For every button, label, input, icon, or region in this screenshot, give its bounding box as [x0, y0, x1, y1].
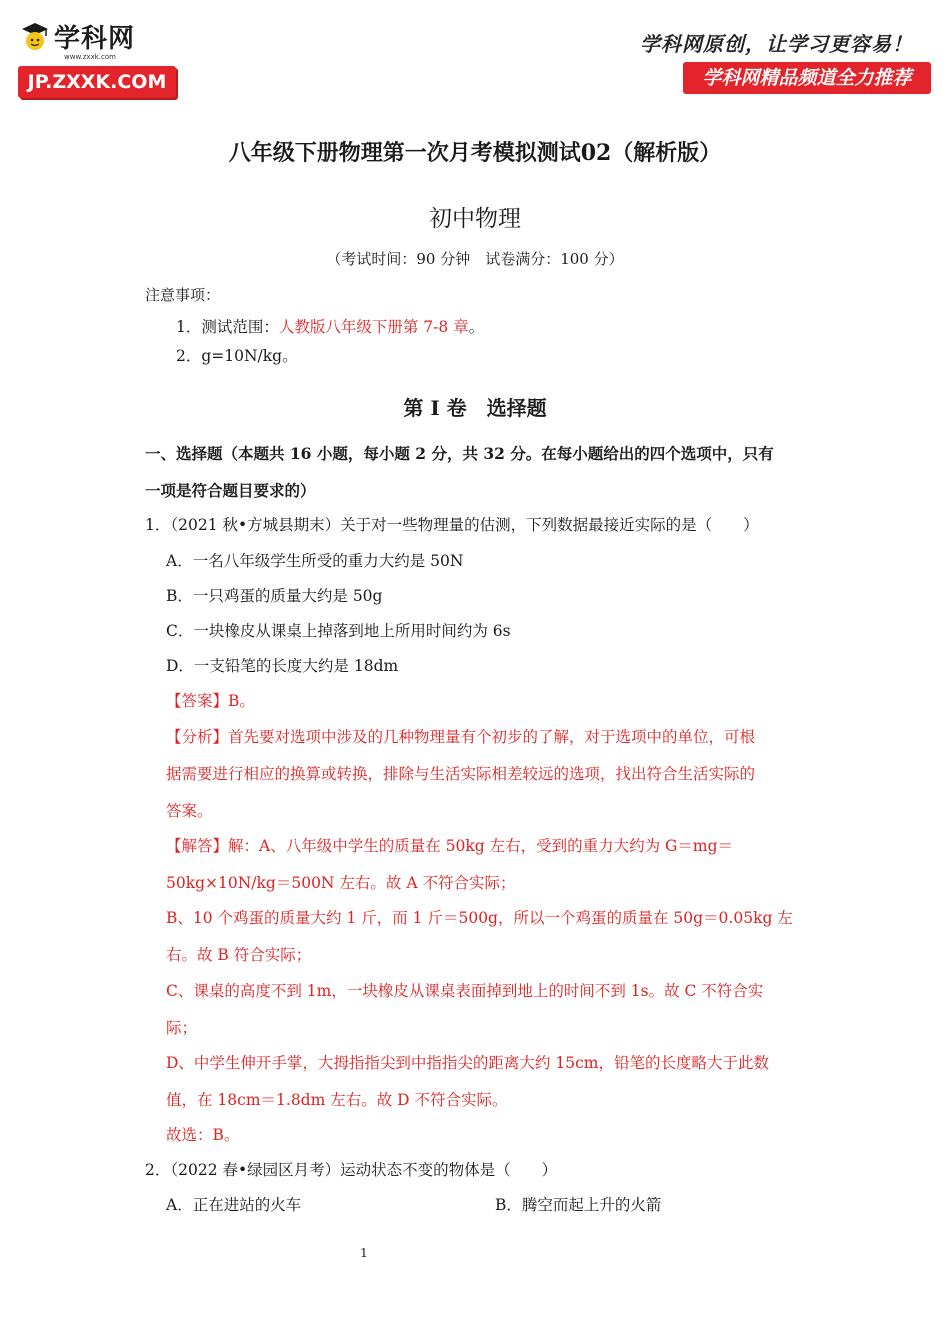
solution-line: D、中学生伸开手掌，大拇指指尖到中指指尖的距离大约 15cm，铅笔的长度略大于此数 [166, 1054, 769, 1072]
page-number: 1 [360, 1246, 368, 1260]
question-stem: 1．（2021 秋•方城县期末）关于对一些物理量的估测，下列数据最接近实际的是（ ） [145, 516, 759, 534]
analysis-line: 据需要进行相应的换算或转换，排除与生活实际相差较远的选项，找出符合生活实际的 [166, 765, 756, 783]
logo-url: www.zxxk.com [64, 53, 116, 61]
site-logo [18, 18, 183, 100]
part-heading: 一、选择题（本题共 16 小题，每小题 2 分，共 32 分。在每小题给出的四个选项中，只有 [145, 444, 774, 463]
solution-line: 【解答】解：A、八年级中学生的质量在 50kg 左右，受到的重力大约为 G＝mg＝ [166, 837, 734, 855]
exam-info: （考试时间：90 分钟 试卷满分：100 分） [326, 250, 624, 268]
subject-title: 初中物理 [429, 206, 521, 232]
mascot-icon [18, 20, 52, 54]
slogan: 学科网原创，让学习更容易！ [640, 32, 913, 56]
answer-line: 【答案】B。 [166, 692, 255, 710]
note-item: 2．g=10N/kg。 [176, 347, 298, 365]
note-item: 1．测试范围：人教版八年级下册第 7-8 章。 [176, 318, 485, 336]
solution-line: 值，在 18cm＝1.8dm 左右。故 D 不符合实际。 [166, 1091, 508, 1109]
option-a: A．正在进站的火车 [166, 1196, 302, 1214]
option-a: A．一名八年级学生所受的重力大约是 50N [166, 552, 464, 570]
solution-line: 右。故 B 符合实际； [166, 946, 312, 964]
solution-line: C、课桌的高度不到 1m，一块橡皮从课桌表面掉到地上的时间不到 1s。故 C 不符合实 [166, 982, 764, 1000]
notes-heading: 注意事项： [145, 286, 221, 304]
part-heading: 一项是符合题目要求的） [145, 481, 316, 500]
channel-banner: 学科网精品频道全力推荐 [683, 62, 931, 94]
option-b: B．一只鸡蛋的质量大约是 50g [166, 587, 383, 605]
section-title: 第 Ⅰ 卷 选择题 [403, 396, 547, 420]
option-c: C．一块橡皮从课桌上掉落到地上所用时间约为 6s [166, 622, 511, 640]
question-stem: 2．（2022 春•绿园区月考）运动状态不变的物体是（ ） [145, 1161, 558, 1179]
solution-line: B、10 个鸡蛋的质量大约 1 斤，而 1 斤＝500g，所以一个鸡蛋的质量在 50g＝0.05kg 左 [166, 909, 793, 927]
solution-line: 际； [166, 1019, 198, 1037]
final-choice: 故选：B。 [166, 1126, 240, 1144]
document-title: 八年级下册物理第一次月考模拟测试02（解析版） [228, 140, 722, 166]
logo-text: 学科网 [54, 24, 136, 54]
solution-line: 50kg×10N/kg＝500N 左右。故 A 不符合实际； [166, 874, 516, 892]
logo-domain-badge: JP.ZXXK.COM [18, 66, 176, 98]
option-b: B．腾空而起上升的火箭 [495, 1196, 662, 1214]
analysis-line: 【分析】首先要对选项中涉及的几种物理量有个初步的了解，对于选项中的单位，可根 [166, 728, 756, 746]
option-d: D．一支铅笔的长度大约是 18dm [166, 657, 399, 675]
analysis-line: 答案。 [166, 802, 213, 820]
